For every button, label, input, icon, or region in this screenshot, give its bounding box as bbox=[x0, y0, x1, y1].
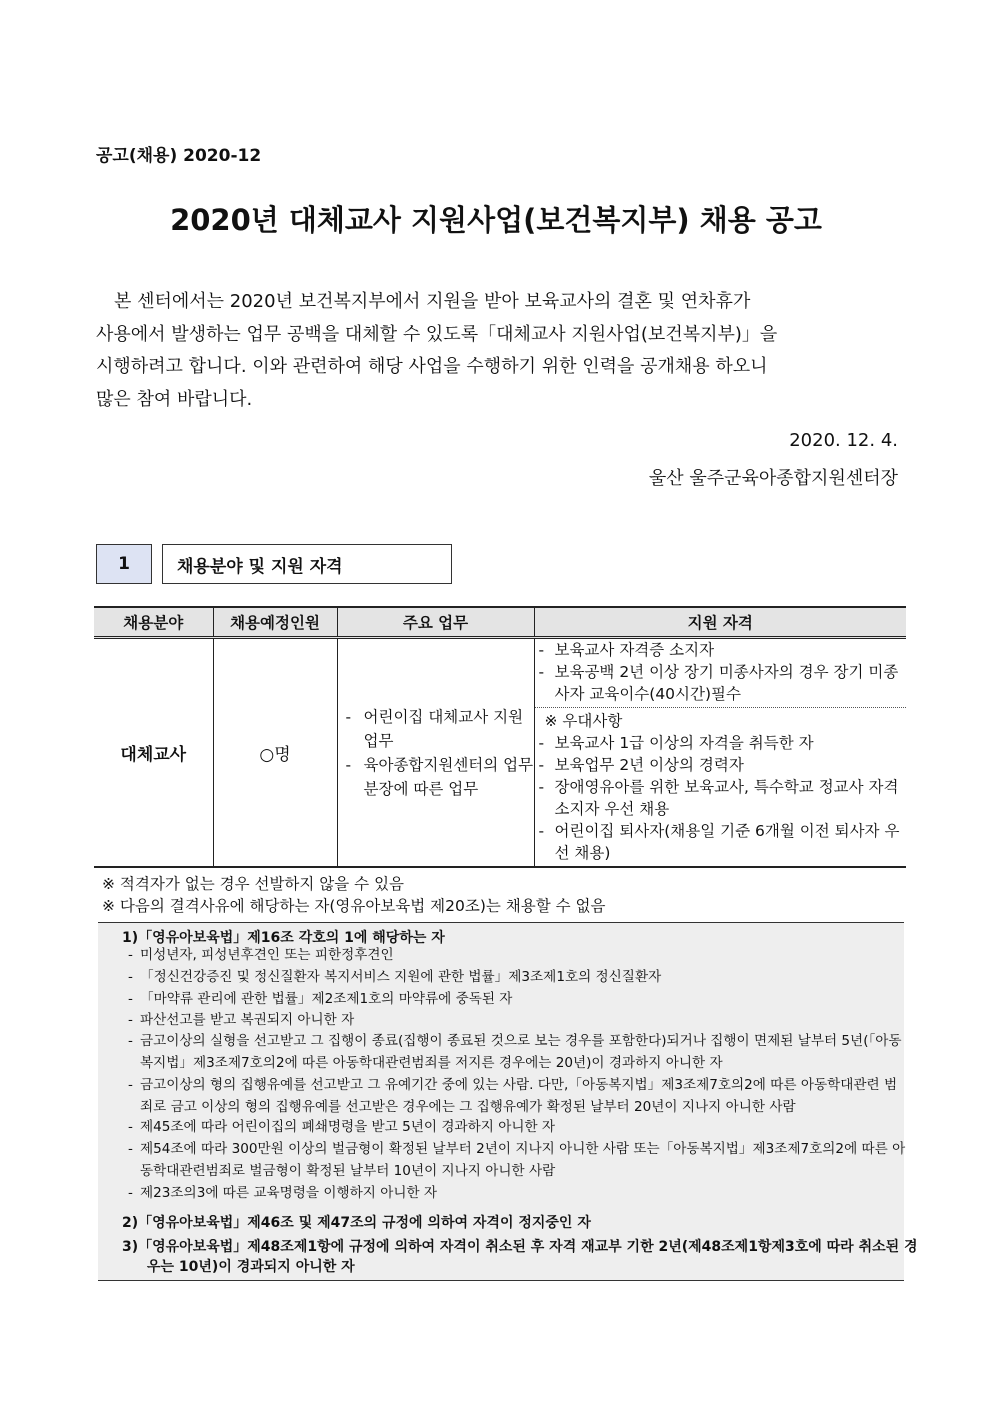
recruitment-table bbox=[94, 606, 906, 868]
disqualification-item: - 「정신건강증진 및 정신질환자 복지서비스 지원에 관한 법률」제3조제1호의 정신질환자 bbox=[128, 969, 662, 985]
issuer-name: 울산 울주군육아종합지원센터장 bbox=[648, 468, 898, 489]
intro-line: 본 센터에서는 2020년 보건복지부에서 지원을 받아 보육교사의 결혼 및 연차휴가 bbox=[114, 291, 751, 312]
page-title: 2020년 대체교사 지원사업(보건복지부) 채용 공고 bbox=[170, 203, 822, 237]
disqualification-item: - 제45조에 따라 어린이집의 폐쇄명령을 받고 5년이 경과하지 아니한 자 bbox=[128, 1119, 556, 1135]
qualification-list bbox=[535, 639, 907, 708]
qualification-item: - 보육교사 자격증 소지자 bbox=[538, 641, 715, 659]
disqualification-heading: 3)「영유아보육법」제48조제1항에 규정에 의하여 자격이 취소된 후 자격 재교부 기한 2년(제48조제1항제3호에 따라 취소된 경우는 10년)이 경과되지 아니한 자 bbox=[122, 1239, 918, 1275]
header-qualifications: 지원 자격 bbox=[534, 607, 906, 638]
disqualification-item: - 「마약류 관리에 관한 법률」제2조제1호의 마약류에 중독된 자 bbox=[128, 991, 513, 1007]
preference-item: - 보육교사 1급 이상의 자격을 취득한 자 bbox=[538, 734, 814, 752]
intro-paragraph bbox=[96, 286, 898, 416]
qualifications-cell bbox=[534, 638, 906, 868]
intro-line: 많은 참여 바랍니다. bbox=[96, 388, 253, 410]
section-title: 채용분야 및 지원 자격 bbox=[162, 544, 452, 584]
table-header-row bbox=[94, 607, 906, 638]
disqualification-item: - 금고이상의 형의 집행유예를 선고받고 그 유예기간 중에 있는 사람. 다만,「아동복지법」제3조제7호의2에 따른 아동학대관련 범죄로 금고 이상의 형의 집행유예를 선고받은 경우에는 그 집행유예가 확정된 날부터 20년이 지나지 아니한 사람 bbox=[128, 1077, 898, 1115]
header-count: 채용예정인원 bbox=[213, 607, 337, 638]
section-number: 1 bbox=[96, 544, 152, 584]
preference-item: - 어린이집 퇴사자(채용일 기준 6개월 이전 퇴사자 우선 채용) bbox=[538, 822, 900, 862]
header-duties: 주요 업무 bbox=[337, 607, 534, 638]
disqualification-item: - 제23조의3에 따른 교육명령을 이행하지 아니한 자 bbox=[128, 1185, 438, 1201]
disqualification-item: - 제54조에 따라 300만원 이상의 벌금형이 확정된 날부터 2년이 지나지 아니한 사람 또는「아동복지법」제3조제7호의2에 따른 아동학대관련범죄로 벌금형이 확정된 날부터 10년이 지나지 아니한 사람 bbox=[128, 1141, 906, 1179]
duties-cell bbox=[337, 638, 534, 868]
table-row bbox=[94, 638, 906, 868]
note-line: ※ 다음의 결격사유에 해당하는 자(영유아보육법 제20조)는 채용할 수 없음 bbox=[102, 897, 606, 915]
disqualification-item: - 파산선고를 받고 복권되지 아니한 자 bbox=[128, 1012, 355, 1028]
preference-list bbox=[535, 708, 907, 866]
preference-item: - 보육업무 2년 이상의 경력자 bbox=[538, 756, 744, 774]
disqualification-box bbox=[98, 922, 918, 1281]
header-field: 채용분야 bbox=[94, 607, 213, 638]
disqualification-heading: 2)「영유아보육법」제46조 및 제47조의 규정에 의하여 자격이 정지중인 자 bbox=[122, 1215, 591, 1231]
disqualification-heading: 1)「영유아보육법」제16조 각호의 1에 해당하는 자 bbox=[122, 930, 445, 946]
note-line: ※ 적격자가 없는 경우 선발하지 않을 수 있음 bbox=[102, 875, 405, 893]
preference-title: ※ 우대사항 bbox=[544, 712, 623, 730]
intro-line: 사용에서 발생하는 업무 공백을 대체할 수 있도록「대체교사 지원사업(보건복지부)」을 bbox=[96, 323, 778, 345]
qualification-item: - 보육공백 2년 이상 장기 미종사자의 경우 장기 미종사자 교육이수(40시간)필수 bbox=[538, 663, 899, 703]
notice-date: 2020. 12. 4. bbox=[789, 430, 898, 451]
disqualification-item: - 금고이상의 실형을 선고받고 그 집행이 종료(집행이 종료된 것으로 보는 경우를 포함한다)되거나 집행이 면제된 날부터 5년(「아동복지법」제3조제7호의2에 따른 아동학대관련범죄를 저지른 경우에는 20년)이 경과하지 아니한 자 bbox=[128, 1033, 902, 1071]
duty-item: - 어린이집 대체교사 지원 업무 bbox=[345, 707, 524, 750]
notice-number: 공고(채용) 2020-12 bbox=[96, 146, 262, 166]
count-cell: ○명 bbox=[213, 638, 337, 868]
preference-item: - 장애영유아를 위한 보육교사, 특수학교 정교사 자격 소지자 우선 채용 bbox=[538, 778, 899, 818]
intro-line: 시행하려고 합니다. 이와 관련하여 해당 사업을 수행하기 위한 인력을 공개채용 하오니 bbox=[96, 356, 768, 377]
field-cell: 대체교사 bbox=[94, 638, 213, 868]
duty-item: - 육아종합지원센터의 업무분장에 따른 업무 bbox=[345, 755, 534, 798]
disqualification-item: - 미성년자, 피성년후견인 또는 피한정후견인 bbox=[128, 947, 394, 963]
